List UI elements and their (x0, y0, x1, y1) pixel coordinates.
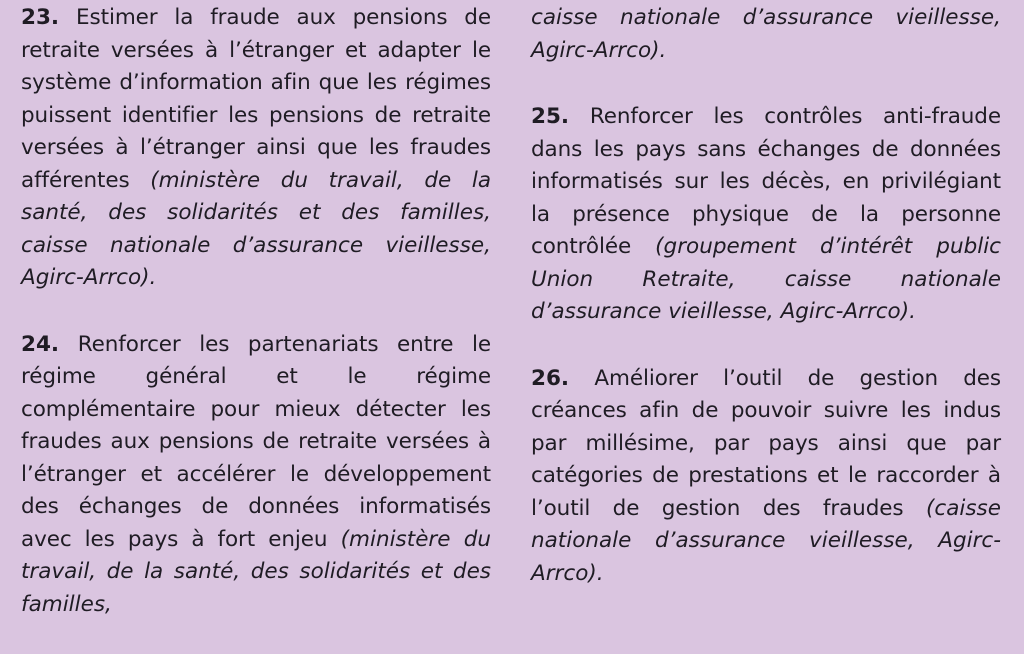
recommendation-number: 26. (531, 365, 570, 391)
right-column (531, 2, 1001, 590)
recommendation-26 (531, 363, 1001, 591)
recommendation-actors-continued: caisse nationale d’assurance vieillesse, Agirc-Arrco). (531, 5, 1001, 63)
recommendation-24 (21, 329, 491, 622)
recommendation-23 (21, 2, 491, 295)
recommendation-number: 23. (21, 5, 60, 30)
recommendation-number: 25. (531, 104, 570, 129)
paragraph-spacer (531, 329, 1001, 363)
paragraph-spacer (531, 67, 1001, 101)
recommendation-number: 24. (21, 331, 60, 357)
recommendation-text: Renforcer les contrôles anti-fraude dans les pays sans échanges de données informatisés sur les décès, en privilégiant la présence physique de la personne contrôlée (531, 104, 1001, 259)
recommendation-text: Renforcer les partenariats entre le régime général et le régime complémentaire pour mieux détecter les fraudes aux pensions de retraite versées à l’étranger et accélérer le développement des échanges de données informatisés avec les pays à fort enjeu (21, 331, 491, 552)
recommendation-text: Améliorer l’outil de gestion des créances afin de pouvoir suivre les indus par millésime, par pays ainsi que par catégories de prestations et le raccorder à l’outil de gestion des fraudes (531, 365, 1001, 521)
paragraph-spacer (21, 295, 491, 329)
recommendation-actors: (ministère du travail, de la santé, des solidarités et des familles, (21, 526, 491, 617)
recommendation-actors: (caisse nationale d’assurance vieillesse, Agirc-Arrco). (531, 495, 1001, 586)
recommendation-actors: (groupement d’intérêt public Union Retraite, caisse nationale d’assurance vieillesse, Agirc-Arrco). (531, 234, 1001, 324)
recommendation-24-continuation (531, 2, 1001, 67)
recommendation-actors: (ministère du travail, de la santé, des solidarités et des familles, caisse nationale d’assurance vieillesse, Agirc-Arrco). (21, 167, 491, 290)
recommendation-text: Estimer la fraude aux pensions de retraite versées à l’étranger et adapter le système d’information afin que les régimes puissent identifier les pensions de retraite versées à l’étranger ainsi que les fraudes afférentes (21, 5, 491, 193)
recommendation-25 (531, 101, 1001, 329)
left-column (21, 2, 491, 621)
